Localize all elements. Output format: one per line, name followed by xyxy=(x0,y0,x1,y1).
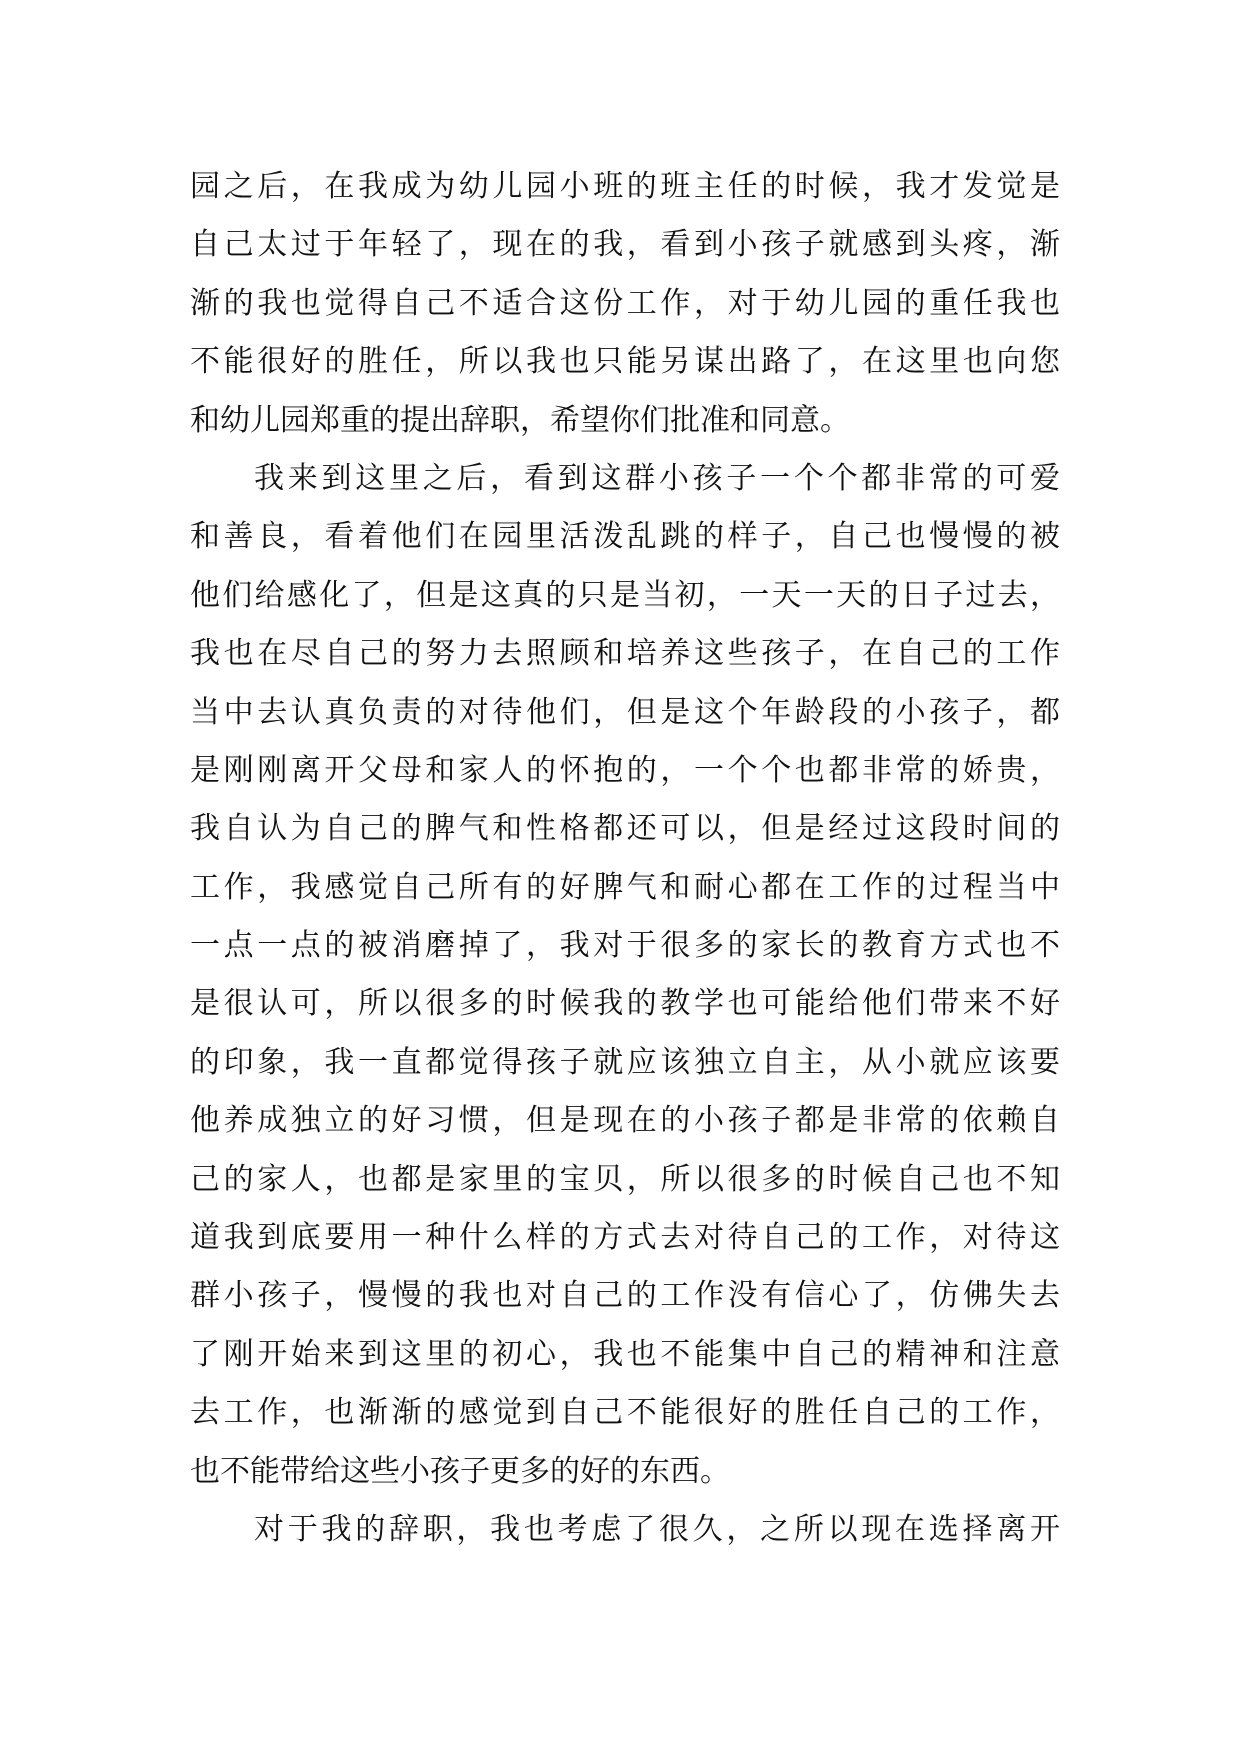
text-line: 己的家人，也都是家里的宝贝，所以很多的时候自己也不知 xyxy=(190,1161,1060,1197)
text-line: 我自认为自己的脾气和性格都还可以，但是经过这段时间的 xyxy=(190,811,1060,847)
text-line: 他们给感化了，但是这真的只是当初，一天一天的日子过去， xyxy=(190,577,1060,613)
letter-body xyxy=(190,158,1060,1559)
text-line: 我来到这里之后，看到这群小孩子一个个都非常的可爱 xyxy=(254,460,1060,496)
text-line: 也不能带给这些小孩子更多的好的东西。 xyxy=(190,1453,730,1489)
text-line: 渐的我也觉得自己不适合这份工作，对于幼儿园的重任我也 xyxy=(190,285,1060,321)
text-line: 不能很好的胜任，所以我也只能另谋出路了，在这里也向您 xyxy=(190,344,1060,380)
text-line: 当中去认真负责的对待他们，但是这个年龄段的小孩子，都 xyxy=(190,694,1060,730)
text-line: 的印象，我一直都觉得孩子就应该独立自主，从小就应该要 xyxy=(190,1044,1060,1080)
text-line: 工作，我感觉自己所有的好脾气和耐心都在工作的过程当中 xyxy=(190,869,1060,905)
text-line: 是刚刚离开父母和家人的怀抱的，一个个也都非常的娇贵， xyxy=(190,752,1060,788)
text-line: 去工作，也渐渐的感觉到自己不能很好的胜任自己的工作， xyxy=(190,1395,1060,1431)
text-line: 和善良，看着他们在园里活泼乱跳的样子，自己也慢慢的被 xyxy=(190,519,1060,555)
text-line: 对于我的辞职，我也考虑了很久，之所以现在选择离开 xyxy=(254,1511,1060,1547)
text-line: 道我到底要用一种什么样的方式去对待自己的工作，对待这 xyxy=(190,1220,1060,1256)
text-line: 和幼儿园郑重的提出辞职，希望你们批准和同意。 xyxy=(190,402,850,438)
text-line: 了刚开始来到这里的初心，我也不能集中自己的精神和注意 xyxy=(190,1336,1060,1372)
text-line: 自己太过于年轻了，现在的我，看到小孩子就感到头疼，渐 xyxy=(190,227,1060,263)
text-line: 一点一点的被消磨掉了，我对于很多的家长的教育方式也不 xyxy=(190,928,1060,964)
text-line: 是很认可，所以很多的时候我的教学也可能给他们带来不好 xyxy=(190,986,1060,1022)
text-line: 我也在尽自己的努力去照顾和培养这些孩子，在自己的工作 xyxy=(190,636,1060,672)
text-line: 园之后，在我成为幼儿园小班的班主任的时候，我才发觉是 xyxy=(190,169,1060,204)
text-line: 他养成独立的好习惯，但是现在的小孩子都是非常的依赖自 xyxy=(190,1103,1060,1139)
text-line: 群小孩子，慢慢的我也对自己的工作没有信心了，仿佛失去 xyxy=(190,1278,1060,1314)
